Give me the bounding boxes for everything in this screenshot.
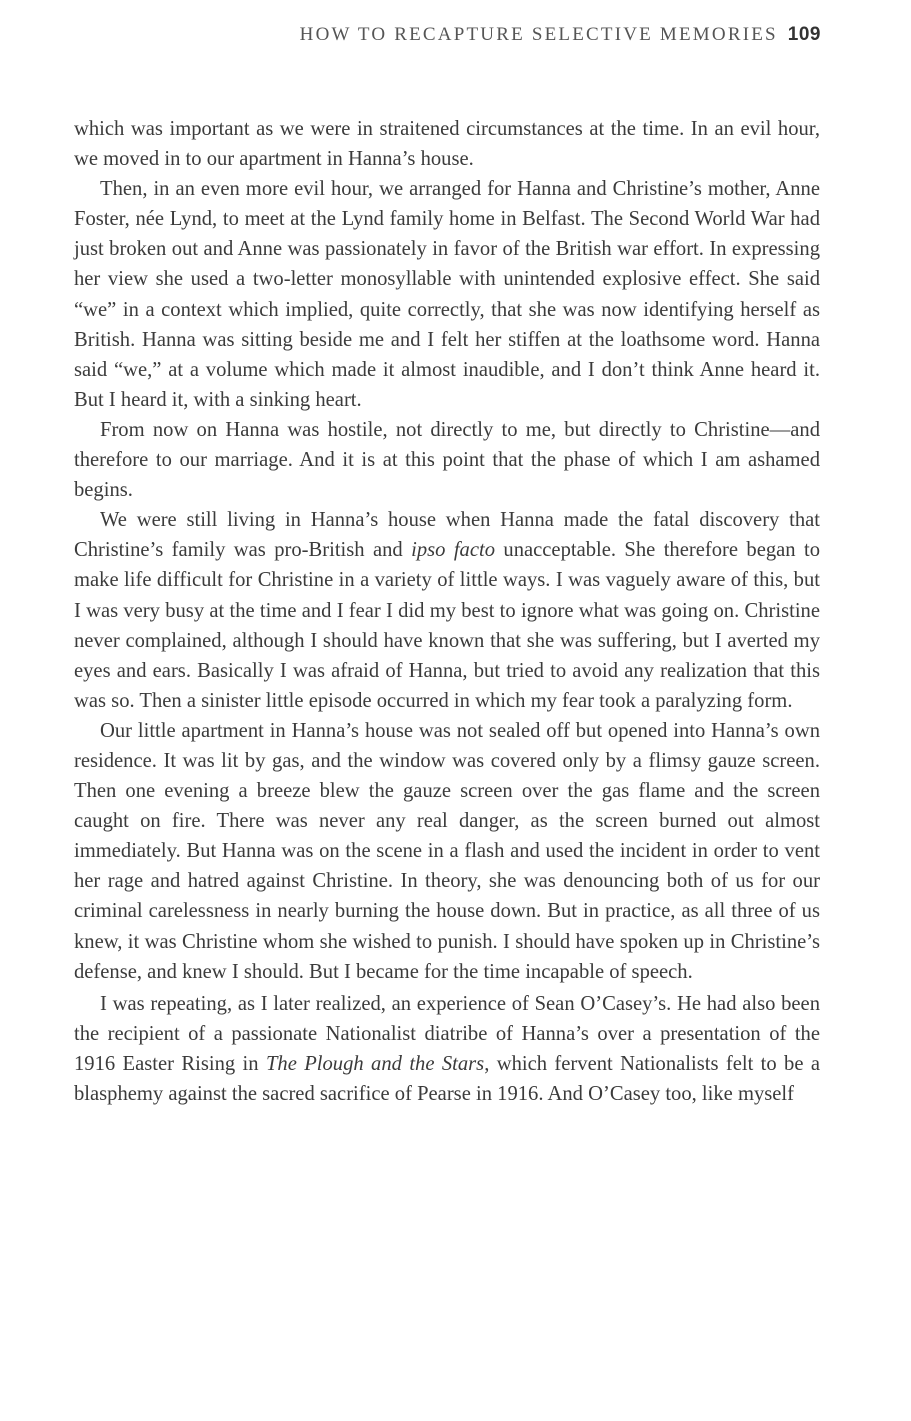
paragraph bbox=[74, 415, 820, 505]
paragraph bbox=[74, 174, 820, 415]
text-run: unacceptable. She therefore began to make life difficult for Christine in a variety of little ways. I was vaguely aware of this, but I was very busy at the time and I fear I did my best to ignore what was going on. Christine never complained, although I should have known that she was suffering, but I averted my eyes and ears. Basically I was afraid of Hanna, but tried to avoid any realization that this was so. Then a sinister little episode occurred in which my fear took a paralyzing form. bbox=[74, 539, 820, 712]
text-run: Our little apartment in Hanna’s house was not sealed off but opened into Hanna’s own residence. It was lit by gas, and the window was covered only by a flimsy gauze screen. Then one evening a breeze blew the gauze screen over the gas flame and the screen caught on fire. There was never any real danger, as the screen burned out almost immediately. But Hanna was on the scene in a flash and used the incident in order to vent her rage and hatred against Christine. In theory, she was denouncing both of us for our criminal carelessness in nearly burning the house down. But in practice, as all three of us knew, it was Christine whom she wished to punish. I should have spoken up in Christine’s defense, and knew I should. But I became for the time incapable of speech. bbox=[74, 719, 820, 983]
text-run: which was important as we were in straitened circumstances at the time. In an evil hour, we moved in to our apartment in Hanna’s house. bbox=[74, 118, 820, 171]
text-run: , which fervent Nationalists felt to be a blasphemy against the sacred sacrifice of Pearse in 1916. And O’Casey too, like myself bbox=[74, 1052, 821, 1105]
page-number: 109 bbox=[787, 24, 821, 45]
italic-run: ipso facto bbox=[411, 539, 496, 562]
text-run: Then, in an even more evil hour, we arranged for Hanna and Christine’s mother, Anne Foster, née Lynd, to meet at the Lynd family home in Belfast. The Second World War had just broken out and Anne was passionately in favor of the British war effort. In expressing her view she used a two-letter monosyllable with unintended explosive effect. She said “we” in a context which implied, quite correctly, that she was now identifying herself as British. Hanna was sitting beside me and I felt her stiffen at the loathsome word. Hanna said “we,” at a volume which made it almost inaudible, and I don’t think Anne heard it. But I heard it, with a sinking heart. bbox=[74, 178, 820, 411]
paragraph bbox=[74, 716, 820, 987]
italic-run: The Plough and the Stars bbox=[265, 1052, 485, 1075]
body-text bbox=[74, 114, 820, 1109]
paragraph bbox=[74, 114, 820, 174]
running-title: HOW TO RECAPTURE SELECTIVE MEMORIES bbox=[299, 24, 778, 45]
text-run: I was repeating, as I later realized, an experience of Sean O’Casey’s. He had also been the recipient of a passionate Nationalist diatribe of Hanna’s over a presentation of the 1916 Easter Rising in bbox=[74, 992, 820, 1075]
text-run: We were still living in Hanna’s house when Hanna made the fatal discovery that Christine’s family was pro-British and bbox=[74, 509, 820, 562]
paragraph bbox=[74, 505, 820, 716]
running-head bbox=[300, 24, 821, 46]
paragraph bbox=[74, 989, 820, 1109]
text-run: From now on Hanna was hostile, not directly to me, but directly to Christine—and therefore to our marriage. And it is at this point that the phase of which I am ashamed begins. bbox=[74, 418, 820, 502]
